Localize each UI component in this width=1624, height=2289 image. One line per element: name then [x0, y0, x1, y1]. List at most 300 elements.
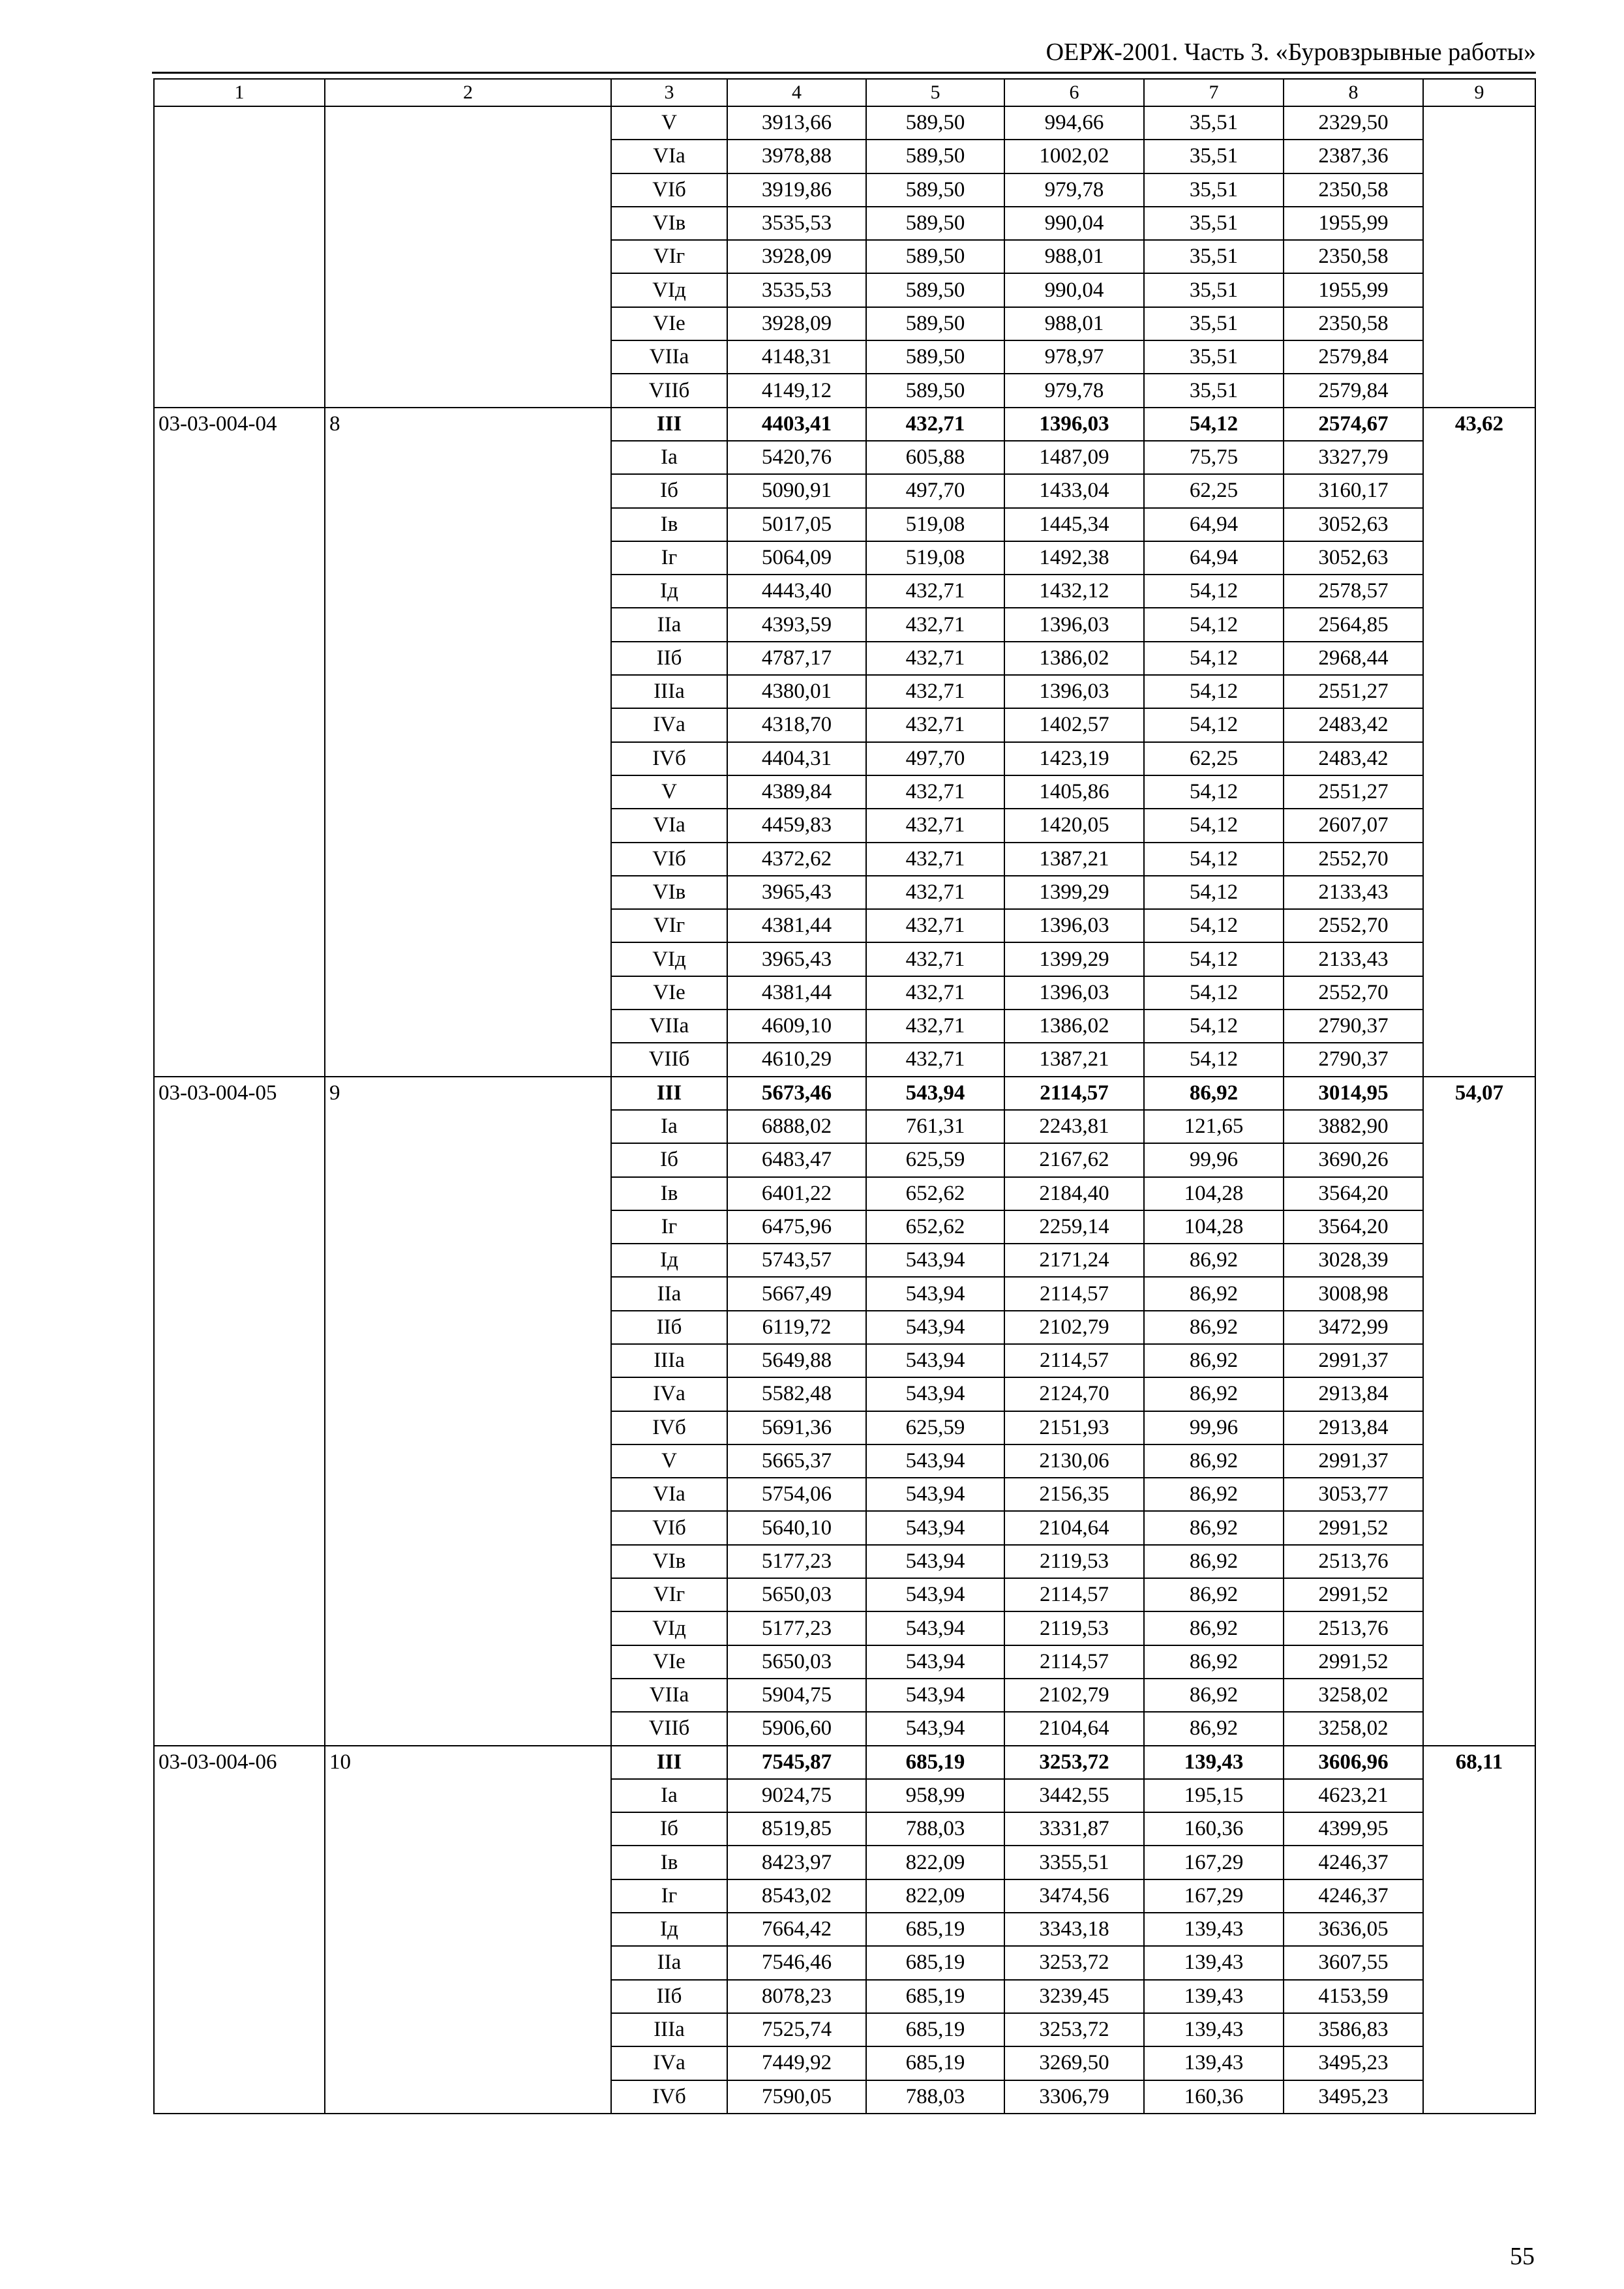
machine-costs-cell: 1399,29: [1004, 876, 1144, 909]
materials-cell: 3258,02: [1284, 1712, 1423, 1745]
machine-costs-cell: 1396,03: [1004, 976, 1144, 1010]
labor-wages-cell: 685,19: [866, 1746, 1004, 1779]
operator-wages-cell: 54,12: [1144, 675, 1284, 708]
labor-wages-cell: 432,71: [866, 976, 1004, 1010]
materials-cell: 4246,37: [1284, 1879, 1423, 1913]
machine-costs-cell: 3269,50: [1004, 2046, 1144, 2080]
labor-wages-cell: 432,71: [866, 642, 1004, 675]
labor-wages-cell: 432,71: [866, 775, 1004, 809]
direct-costs-cell: 5017,05: [727, 508, 866, 541]
rock-group-cell: VIг: [611, 240, 727, 273]
direct-costs-cell: 5904,75: [727, 1679, 866, 1712]
materials-cell: 2991,52: [1284, 1511, 1423, 1544]
materials-cell: 2579,84: [1284, 374, 1423, 407]
machine-costs-cell: 1423,19: [1004, 742, 1144, 775]
machine-costs-cell: 3253,72: [1004, 1946, 1144, 1979]
page-number: 55: [1510, 2243, 1535, 2270]
materials-cell: 3564,20: [1284, 1177, 1423, 1210]
materials-cell: 3052,63: [1284, 541, 1423, 575]
rock-group-cell: IVб: [611, 1411, 727, 1444]
machine-costs-cell: 1396,03: [1004, 408, 1144, 441]
direct-costs-cell: 5673,46: [727, 1077, 866, 1110]
operator-wages-cell: 104,28: [1144, 1177, 1284, 1210]
operator-wages-cell: 35,51: [1144, 207, 1284, 240]
column-number: 8: [1284, 79, 1423, 106]
labor-wages-cell: 543,94: [866, 1511, 1004, 1544]
direct-costs-cell: 9024,75: [727, 1779, 866, 1812]
labor-wages-cell: 432,71: [866, 608, 1004, 641]
direct-costs-cell: 4389,84: [727, 775, 866, 809]
materials-cell: 3160,17: [1284, 474, 1423, 507]
column-number: 4: [727, 79, 866, 106]
materials-cell: 2991,52: [1284, 1578, 1423, 1611]
labor-wages-cell: 543,94: [866, 1444, 1004, 1478]
operator-wages-cell: 35,51: [1144, 307, 1284, 340]
machine-costs-cell: 3253,72: [1004, 1746, 1144, 1779]
direct-costs-cell: 3965,43: [727, 876, 866, 909]
labor-wages-cell: 543,94: [866, 1611, 1004, 1645]
direct-costs-cell: 6483,47: [727, 1143, 866, 1176]
rock-group-cell: IIа: [611, 608, 727, 641]
labor-wages-cell: 432,71: [866, 408, 1004, 441]
operator-wages-cell: 54,12: [1144, 408, 1284, 441]
materials-cell: 2513,76: [1284, 1611, 1423, 1645]
machine-costs-cell: 990,04: [1004, 273, 1144, 307]
operator-wages-cell: 35,51: [1144, 273, 1284, 307]
table-row: [154, 408, 1535, 441]
materials-cell: 2483,42: [1284, 708, 1423, 741]
materials-cell: 2607,07: [1284, 809, 1423, 842]
rock-group-cell: Iб: [611, 1812, 727, 1846]
column-number: 5: [866, 79, 1004, 106]
machine-costs-cell: 2119,53: [1004, 1545, 1144, 1578]
materials-cell: 2551,27: [1284, 775, 1423, 809]
table-row: [154, 1077, 1535, 1110]
operator-wages-cell: 86,92: [1144, 1478, 1284, 1511]
labor-wages-cell: 432,71: [866, 1010, 1004, 1043]
direct-costs-cell: 8078,23: [727, 1980, 866, 2013]
labor-wages-cell: 543,94: [866, 1478, 1004, 1511]
column-number: 7: [1144, 79, 1284, 106]
direct-costs-cell: 3535,53: [727, 207, 866, 240]
direct-costs-cell: 3928,09: [727, 307, 866, 340]
materials-cell: 2578,57: [1284, 575, 1423, 608]
labor-wages-cell: 543,94: [866, 1545, 1004, 1578]
rock-group-cell: IIб: [611, 1980, 727, 2013]
materials-cell: 4399,95: [1284, 1812, 1423, 1846]
rock-group-cell: IIа: [611, 1277, 727, 1310]
labor-wages-cell: 788,03: [866, 1812, 1004, 1846]
operator-wages-cell: 54,12: [1144, 876, 1284, 909]
labor-wages-cell: 822,09: [866, 1879, 1004, 1913]
operator-wages-cell: 86,92: [1144, 1444, 1284, 1478]
direct-costs-cell: 5650,03: [727, 1578, 866, 1611]
machine-costs-cell: 3306,79: [1004, 2080, 1144, 2114]
machine-costs-cell: 1402,57: [1004, 708, 1144, 741]
labor-wages-cell: 685,19: [866, 1946, 1004, 1979]
materials-cell: 2968,44: [1284, 642, 1423, 675]
rock-group-cell: VIIа: [611, 1679, 727, 1712]
rock-group-cell: VIIб: [611, 374, 727, 407]
direct-costs-cell: 4787,17: [727, 642, 866, 675]
materials-cell: 4153,59: [1284, 1980, 1423, 2013]
rock-group-cell: VIIа: [611, 1010, 727, 1043]
rock-group-cell: VIб: [611, 173, 727, 207]
operator-wages-cell: 104,28: [1144, 1210, 1284, 1244]
labor-wages-cell: 685,19: [866, 1913, 1004, 1946]
operator-wages-cell: 86,92: [1144, 1545, 1284, 1578]
direct-costs-cell: 3978,88: [727, 140, 866, 173]
labor-wages-cell: 958,99: [866, 1779, 1004, 1812]
rate-code-cell: 03-03-004-06: [154, 1746, 325, 2114]
operator-wages-cell: 54,12: [1144, 608, 1284, 641]
labor-wages-cell: 519,08: [866, 508, 1004, 541]
labor-wages-cell: 589,50: [866, 273, 1004, 307]
operator-wages-cell: 86,92: [1144, 1311, 1284, 1344]
rock-group-cell: Iв: [611, 1177, 727, 1210]
materials-cell: 2913,84: [1284, 1377, 1423, 1411]
materials-cell: 2551,27: [1284, 675, 1423, 708]
direct-costs-cell: 5665,37: [727, 1444, 866, 1478]
operator-wages-cell: 86,92: [1144, 1244, 1284, 1277]
materials-cell: 3495,23: [1284, 2046, 1423, 2080]
materials-cell: 2574,67: [1284, 408, 1423, 441]
labor-wages-cell: 543,94: [866, 1578, 1004, 1611]
operator-wages-cell: 86,92: [1144, 1679, 1284, 1712]
operator-wages-cell: 54,12: [1144, 843, 1284, 876]
operator-wages-cell: 54,12: [1144, 575, 1284, 608]
materials-cell: 4246,37: [1284, 1846, 1423, 1879]
direct-costs-cell: 3928,09: [727, 240, 866, 273]
direct-costs-cell: 5090,91: [727, 474, 866, 507]
materials-cell: 2552,70: [1284, 909, 1423, 942]
materials-cell: 3606,96: [1284, 1746, 1423, 1779]
direct-costs-cell: 7590,05: [727, 2080, 866, 2114]
labor-wages-cell: 432,71: [866, 909, 1004, 942]
operator-wages-cell: 54,12: [1144, 642, 1284, 675]
operator-wages-cell: 139,43: [1144, 2046, 1284, 2080]
machine-costs-cell: 3343,18: [1004, 1913, 1144, 1946]
machine-costs-cell: 2259,14: [1004, 1210, 1144, 1244]
operator-wages-cell: 99,96: [1144, 1143, 1284, 1176]
direct-costs-cell: 5640,10: [727, 1511, 866, 1544]
operator-wages-cell: 35,51: [1144, 106, 1284, 140]
rock-group-cell: Iв: [611, 1846, 727, 1879]
direct-costs-cell: 5064,09: [727, 541, 866, 575]
direct-costs-cell: 5906,60: [727, 1712, 866, 1745]
machine-costs-cell: 1002,02: [1004, 140, 1144, 173]
materials-cell: 2350,58: [1284, 240, 1423, 273]
materials-cell: 1955,99: [1284, 207, 1423, 240]
machine-costs-cell: 2114,57: [1004, 1344, 1144, 1377]
labor-wages-cell: 685,19: [866, 2046, 1004, 2080]
operator-wages-cell: 139,43: [1144, 1946, 1284, 1979]
direct-costs-cell: 4148,31: [727, 340, 866, 374]
rock-group-cell: IVа: [611, 708, 727, 741]
materials-cell: 3882,90: [1284, 1110, 1423, 1143]
rock-group-cell: VIIа: [611, 340, 727, 374]
direct-costs-cell: 7545,87: [727, 1746, 866, 1779]
labor-wages-cell: 543,94: [866, 1077, 1004, 1110]
machine-costs-cell: 1445,34: [1004, 508, 1144, 541]
machine-costs-cell: 990,04: [1004, 207, 1144, 240]
labor-wages-cell: 543,94: [866, 1712, 1004, 1745]
labor-wages-cell: 543,94: [866, 1679, 1004, 1712]
labor-wages-cell: 543,94: [866, 1244, 1004, 1277]
materials-cell: 2329,50: [1284, 106, 1423, 140]
rock-group-cell: V: [611, 1444, 727, 1478]
labor-wages-cell: 605,88: [866, 441, 1004, 474]
rock-group-cell: IIIа: [611, 675, 727, 708]
operator-wages-cell: 64,94: [1144, 541, 1284, 575]
rock-group-cell: V: [611, 106, 727, 140]
direct-costs-cell: 4610,29: [727, 1043, 866, 1076]
machine-costs-cell: 1433,04: [1004, 474, 1144, 507]
machine-costs-cell: 2114,57: [1004, 1578, 1144, 1611]
direct-costs-cell: 5420,76: [727, 441, 866, 474]
materials-cell: 3472,99: [1284, 1311, 1423, 1344]
machine-costs-cell: 1396,03: [1004, 909, 1144, 942]
table-row: [154, 106, 1535, 140]
rock-group-cell: Iг: [611, 541, 727, 575]
machine-costs-cell: 979,78: [1004, 173, 1144, 207]
rock-group-cell: VIв: [611, 207, 727, 240]
operator-wages-cell: 54,12: [1144, 1010, 1284, 1043]
direct-costs-cell: 5691,36: [727, 1411, 866, 1444]
rate-number-cell: [325, 106, 611, 408]
operator-wages-cell: 86,92: [1144, 1277, 1284, 1310]
direct-costs-cell: 6119,72: [727, 1311, 866, 1344]
operator-wages-cell: 86,92: [1144, 1578, 1284, 1611]
rock-group-cell: Iг: [611, 1879, 727, 1913]
machine-costs-cell: 2243,81: [1004, 1110, 1144, 1143]
materials-cell: 3053,77: [1284, 1478, 1423, 1511]
rock-group-cell: VIа: [611, 140, 727, 173]
rock-group-cell: Iа: [611, 441, 727, 474]
operator-wages-cell: 121,65: [1144, 1110, 1284, 1143]
materials-cell: 3607,55: [1284, 1946, 1423, 1979]
rock-group-cell: III: [611, 1077, 727, 1110]
rock-group-cell: IVб: [611, 742, 727, 775]
direct-costs-cell: 5667,49: [727, 1277, 866, 1310]
machine-costs-cell: 1420,05: [1004, 809, 1144, 842]
machine-costs-cell: 1396,03: [1004, 608, 1144, 641]
rate-code-cell: 03-03-004-04: [154, 408, 325, 1077]
operator-wages-cell: 35,51: [1144, 140, 1284, 173]
operator-wages-cell: 86,92: [1144, 1645, 1284, 1679]
materials-cell: 2133,43: [1284, 876, 1423, 909]
machine-costs-cell: 3239,45: [1004, 1980, 1144, 2013]
machine-costs-cell: 1387,21: [1004, 843, 1144, 876]
materials-cell: 2579,84: [1284, 340, 1423, 374]
operator-wages-cell: 195,15: [1144, 1779, 1284, 1812]
direct-costs-cell: 4372,62: [727, 843, 866, 876]
operator-wages-cell: 54,12: [1144, 708, 1284, 741]
table-row: [154, 1746, 1535, 1779]
rock-group-cell: IIа: [611, 1946, 727, 1979]
direct-costs-cell: 5177,23: [727, 1611, 866, 1645]
machine-costs-cell: 1432,12: [1004, 575, 1144, 608]
labor-wages-cell: 543,94: [866, 1645, 1004, 1679]
rock-group-cell: VIд: [611, 942, 727, 976]
materials-cell: 3052,63: [1284, 508, 1423, 541]
operator-wages-cell: 35,51: [1144, 173, 1284, 207]
column-number: 6: [1004, 79, 1144, 106]
rock-group-cell: IIб: [611, 1311, 727, 1344]
rate-number-cell: 10: [325, 1746, 611, 2114]
rock-group-cell: VIа: [611, 1478, 727, 1511]
materials-cell: 3495,23: [1284, 2080, 1423, 2114]
direct-costs-cell: 5743,57: [727, 1244, 866, 1277]
rock-group-cell: VIд: [611, 273, 727, 307]
operator-wages-cell: 54,12: [1144, 1043, 1284, 1076]
labor-wages-cell: 432,71: [866, 876, 1004, 909]
column-number: 9: [1423, 79, 1535, 106]
direct-costs-cell: 7664,42: [727, 1913, 866, 1946]
materials-cell: 3028,39: [1284, 1244, 1423, 1277]
running-header: ОЕРЖ-2001. Часть 3. «Буровзрывные работы»: [1045, 38, 1536, 66]
machine-costs-cell: 2171,24: [1004, 1244, 1144, 1277]
labor-wages-cell: 822,09: [866, 1846, 1004, 1879]
rock-group-cell: Iд: [611, 575, 727, 608]
rock-group-cell: Iв: [611, 508, 727, 541]
direct-costs-cell: 3913,66: [727, 106, 866, 140]
operator-wages-cell: 35,51: [1144, 240, 1284, 273]
direct-costs-cell: 7546,46: [727, 1946, 866, 1979]
operator-wages-cell: 139,43: [1144, 2013, 1284, 2046]
labor-wages-cell: 432,71: [866, 843, 1004, 876]
machine-costs-cell: 2102,79: [1004, 1679, 1144, 1712]
direct-costs-cell: 4443,40: [727, 575, 866, 608]
machine-costs-cell: 988,01: [1004, 307, 1144, 340]
labor-wages-cell: 589,50: [866, 340, 1004, 374]
labor-cost-total-cell: 54,07: [1423, 1077, 1535, 1746]
materials-cell: 2991,37: [1284, 1344, 1423, 1377]
machine-costs-cell: 979,78: [1004, 374, 1144, 407]
direct-costs-cell: 5649,88: [727, 1344, 866, 1377]
machine-costs-cell: 1396,03: [1004, 675, 1144, 708]
materials-cell: 3014,95: [1284, 1077, 1423, 1110]
direct-costs-cell: 3919,86: [727, 173, 866, 207]
operator-wages-cell: 35,51: [1144, 374, 1284, 407]
column-number: 2: [325, 79, 611, 106]
rock-group-cell: IVб: [611, 2080, 727, 2114]
labor-wages-cell: 625,59: [866, 1411, 1004, 1444]
operator-wages-cell: 64,94: [1144, 508, 1284, 541]
labor-wages-cell: 543,94: [866, 1311, 1004, 1344]
rock-group-cell: VIIб: [611, 1043, 727, 1076]
rate-number-cell: 8: [325, 408, 611, 1077]
direct-costs-cell: 4403,41: [727, 408, 866, 441]
materials-cell: 2350,58: [1284, 307, 1423, 340]
labor-wages-cell: 519,08: [866, 541, 1004, 575]
direct-costs-cell: 4404,31: [727, 742, 866, 775]
labor-wages-cell: 589,50: [866, 207, 1004, 240]
operator-wages-cell: 86,92: [1144, 1077, 1284, 1110]
direct-costs-cell: 4380,01: [727, 675, 866, 708]
rock-group-cell: Iб: [611, 1143, 727, 1176]
machine-costs-cell: 2184,40: [1004, 1177, 1144, 1210]
direct-costs-cell: 7525,74: [727, 2013, 866, 2046]
labor-wages-cell: 589,50: [866, 240, 1004, 273]
labor-wages-cell: 543,94: [866, 1277, 1004, 1310]
labor-wages-cell: 432,71: [866, 942, 1004, 976]
machine-costs-cell: 2119,53: [1004, 1611, 1144, 1645]
machine-costs-cell: 2104,64: [1004, 1511, 1144, 1544]
rock-group-cell: Iа: [611, 1110, 727, 1143]
labor-wages-cell: 589,50: [866, 173, 1004, 207]
operator-wages-cell: 167,29: [1144, 1846, 1284, 1879]
materials-cell: 2133,43: [1284, 942, 1423, 976]
machine-costs-cell: 2124,70: [1004, 1377, 1144, 1411]
machine-costs-cell: 1399,29: [1004, 942, 1144, 976]
direct-costs-cell: 8543,02: [727, 1879, 866, 1913]
materials-cell: 2790,37: [1284, 1043, 1423, 1076]
rock-group-cell: VIа: [611, 809, 727, 842]
labor-wages-cell: 685,19: [866, 2013, 1004, 2046]
machine-costs-cell: 2151,93: [1004, 1411, 1144, 1444]
materials-cell: 3327,79: [1284, 441, 1423, 474]
rock-group-cell: Iа: [611, 1779, 727, 1812]
labor-wages-cell: 432,71: [866, 708, 1004, 741]
rock-group-cell: IIб: [611, 642, 727, 675]
operator-wages-cell: 54,12: [1144, 976, 1284, 1010]
labor-wages-cell: 652,62: [866, 1177, 1004, 1210]
rock-group-cell: IIIа: [611, 1344, 727, 1377]
direct-costs-cell: 4459,83: [727, 809, 866, 842]
rock-group-cell: VIIб: [611, 1712, 727, 1745]
direct-costs-cell: 4393,59: [727, 608, 866, 641]
rock-group-cell: VIг: [611, 1578, 727, 1611]
machine-costs-cell: 2104,64: [1004, 1712, 1144, 1745]
direct-costs-cell: 4381,44: [727, 976, 866, 1010]
labor-wages-cell: 685,19: [866, 1980, 1004, 2013]
rock-group-cell: VIе: [611, 307, 727, 340]
rock-group-cell: III: [611, 408, 727, 441]
labor-wages-cell: 432,71: [866, 675, 1004, 708]
materials-cell: 3564,20: [1284, 1210, 1423, 1244]
rates-table: [153, 78, 1536, 2114]
labor-wages-cell: 497,70: [866, 742, 1004, 775]
operator-wages-cell: 86,92: [1144, 1712, 1284, 1745]
materials-cell: 2483,42: [1284, 742, 1423, 775]
operator-wages-cell: 62,25: [1144, 474, 1284, 507]
direct-costs-cell: 8519,85: [727, 1812, 866, 1846]
materials-cell: 3690,26: [1284, 1143, 1423, 1176]
operator-wages-cell: 86,92: [1144, 1611, 1284, 1645]
direct-costs-cell: 4381,44: [727, 909, 866, 942]
operator-wages-cell: 54,12: [1144, 909, 1284, 942]
rock-group-cell: IIIа: [611, 2013, 727, 2046]
operator-wages-cell: 86,92: [1144, 1511, 1284, 1544]
labor-wages-cell: 589,50: [866, 307, 1004, 340]
materials-cell: 2387,36: [1284, 140, 1423, 173]
materials-cell: 2513,76: [1284, 1545, 1423, 1578]
machine-costs-cell: 1386,02: [1004, 642, 1144, 675]
operator-wages-cell: 160,36: [1144, 1812, 1284, 1846]
direct-costs-cell: 3965,43: [727, 942, 866, 976]
rock-group-cell: VIб: [611, 843, 727, 876]
materials-cell: 2552,70: [1284, 976, 1423, 1010]
machine-costs-cell: 2102,79: [1004, 1311, 1144, 1344]
rock-group-cell: Iг: [611, 1210, 727, 1244]
rock-group-cell: VIг: [611, 909, 727, 942]
operator-wages-cell: 139,43: [1144, 1913, 1284, 1946]
labor-wages-cell: 497,70: [866, 474, 1004, 507]
labor-cost-total-cell: [1423, 106, 1535, 408]
machine-costs-cell: 1386,02: [1004, 1010, 1144, 1043]
column-number-row: [154, 79, 1535, 106]
